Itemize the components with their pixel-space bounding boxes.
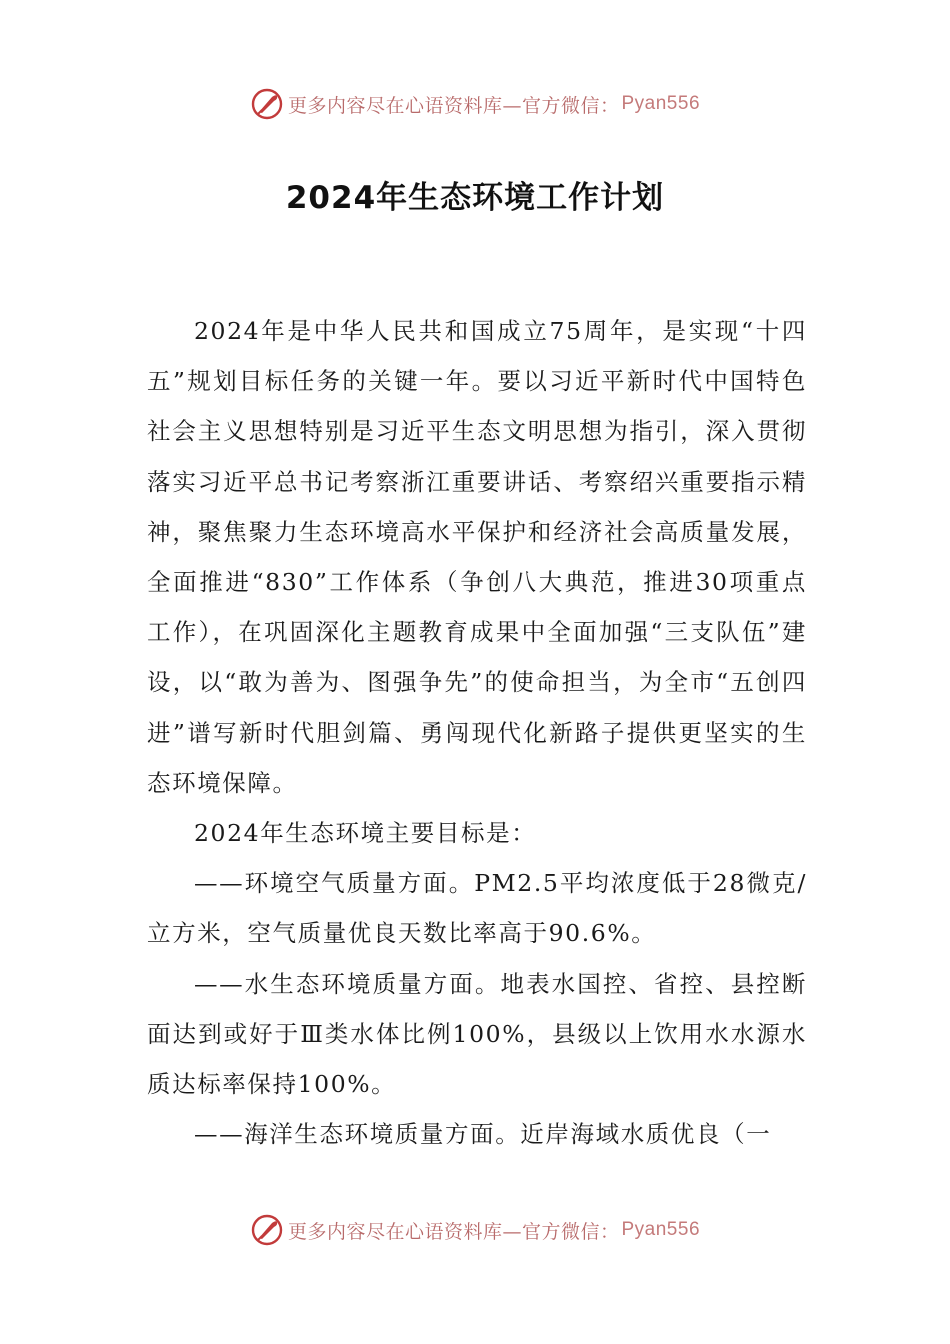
- watermark-wechat-id: Pyan556: [621, 1219, 701, 1240]
- watermark-text: 更多内容尽在心语资料库—官方微信：: [287, 94, 620, 117]
- document-body: [147, 306, 807, 1159]
- watermark-text: 更多内容尽在心语资料库—官方微信：: [287, 1220, 620, 1243]
- paragraph-air-quality: ——环境空气质量方面。PM2.5平均浓度低于28微克/立方米，空气质量优良天数比率高于90.6%。: [147, 869, 807, 948]
- header-watermark: [0, 84, 950, 124]
- paragraph-water-quality: ——水生态环境质量方面。地表水国控、省控、县控断面达到或好于Ⅲ类水体比例100%，县级以上饮用水水源水质达标率保持100%。: [147, 969, 807, 1099]
- footer-watermark: [0, 1210, 950, 1250]
- paragraph-goals-heading: 2024年生态环境主要目标是：: [194, 819, 537, 848]
- quill-logo-icon: [250, 87, 284, 121]
- document-title: 2024年生态环境工作计划: [285, 180, 665, 216]
- quill-logo-icon: [250, 1213, 284, 1247]
- watermark-wechat-id: Pyan556: [621, 93, 701, 114]
- paragraph-marine-quality: ——海洋生态环境质量方面。近岸海域水质优良（一: [194, 1120, 772, 1149]
- paragraph-intro: 2024年是中华人民共和国成立75周年，是实现“十四五”规划目标任务的关键一年。要以习近平新时代中国特色社会主义思想特别是习近平生态文明思想为指引，深入贯彻落实习近平总书记考察浙江重要讲话、考察绍兴重要指示精神，聚焦聚力生态环境高水平保护和经济社会高质量发展，全面推进“830”工作体系（争创八大典范，推进30项重点工作），在巩固深化主题教育成果中全面加强“三支队伍”建设，以“敢为善为、图强争先”的使命担当，为全市“五创四进”谱写新时代胆剑篇、勇闯现代化新路子提供更坚实的生态环境保障。: [147, 317, 807, 797]
